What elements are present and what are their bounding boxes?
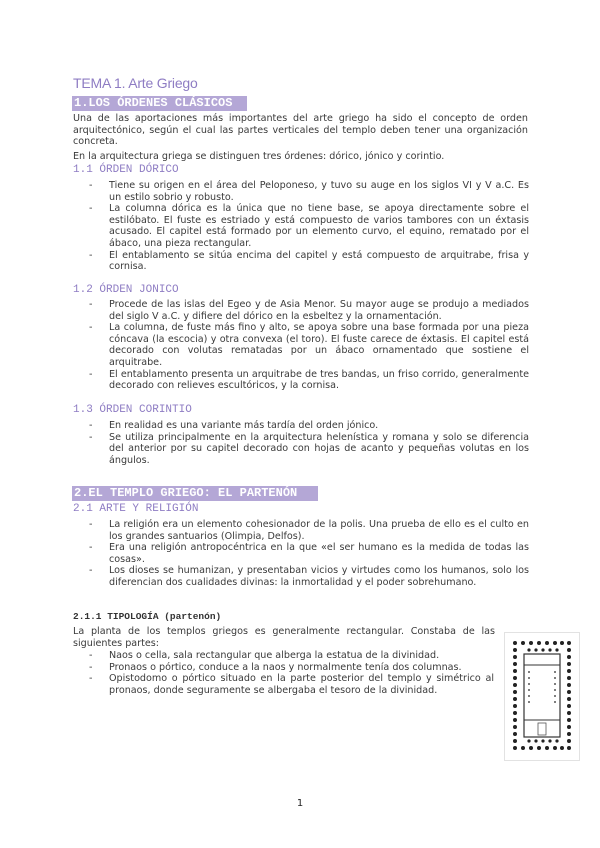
subheading-arte-religion: 2.1 ARTE Y RELIGIÓN <box>73 503 199 515</box>
subheading-doric: 1.1 ÓRDEN DÓRICO <box>73 164 179 176</box>
page-number: 1 <box>296 798 304 809</box>
list-item: - Naos o cella, sala rectangular que alberga la estatua de la divinidad. <box>89 650 494 662</box>
subheading-corinthian: 1.3 ÓRDEN CORINTIO <box>73 404 192 416</box>
list-item: - El entablamento presenta un arquitrabe de tres bandas, un friso corrido, generalmente decorado con relieves escultóricos, y la cornisa. <box>89 369 529 392</box>
typology-list <box>89 650 494 696</box>
temple-floor-plan-figure <box>504 632 580 761</box>
list-item: - El entablamento se sitúa encima del capitel y está compuesto de arquitrabe, frisa y cornisa. <box>89 250 529 273</box>
temple-floor-plan <box>504 632 580 761</box>
typology-intro: La planta de los templos griegos es generalmente rectangular. Constaba de las siguientes partes: <box>73 626 495 649</box>
list-item: - En realidad es una variante más tardía del orden jónico. <box>89 420 529 432</box>
list-item: - La religión era un elemento cohesionador de la polis. Una prueba de ello es el culto en los grandes santuarios (Olimpia, Delfos). <box>89 519 529 542</box>
list-item: - Era una religión antropocéntrica en la que «el ser humano es la medida de todas las cosas». <box>89 542 529 565</box>
section-heading-ordenes: 1.LOS ÓRDENES CLÁSICOS <box>72 96 247 111</box>
list-item: - Opistodomo o pórtico situado en la parte posterior del templo y simétrico al pronaos, donde seguramente se albergaba el tesoro de la divinidad. <box>89 673 494 696</box>
document-title: TEMA 1. Arte Griego <box>73 75 198 91</box>
section-heading-templo: 2.EL TEMPLO GRIEGO: EL PARTENÓN <box>72 486 318 501</box>
list-item: - La columna, de fuste más fino y alto, se apoya sobre una base formada por una pieza cóncava (la escocia) y otra convexa (el toro). El fuste carece de éxtasis. El capitel está decorado con volutas rematadas por un ábaco ornamentado que sostiene el arquitrabe. <box>89 322 529 368</box>
ionic-list <box>89 299 529 392</box>
subheading-ionic: 1.2 ÓRDEN JONICO <box>73 284 179 296</box>
intro-paragraph-2: En la arquitectura griega se distinguen tres órdenes: dórico, jónico y corintio. <box>73 151 445 162</box>
list-item: - Los dioses se humanizan, y presentaban vicios y virtudes como los humanos, solo los diferencian dos cualidades divinas: la inmortalidad y el poder sobrehumano. <box>89 565 529 588</box>
subsubheading-tipologia: 2.1.1 TIPOLOGÍA (partenón) <box>73 611 222 622</box>
list-item: - Se utiliza principalmente en la arquitectura helenística y romana y solo se diferencia del anterior por su capitel decorado con hojas de acanto y pequeñas volutas en los ángulos. <box>89 432 529 467</box>
intro-paragraph: Una de las aportaciones más importantes del arte griego ha sido el concepto de orden arquitectónico, según el cual las partes verticales del templo deben tener una organización concreta. <box>73 113 528 148</box>
doric-list <box>89 180 529 273</box>
religion-list <box>89 519 529 589</box>
corinthian-list <box>89 420 529 466</box>
list-item: - La columna dórica es la única que no tiene base, se apoya directamente sobre el estilóbato. El fuste es estriado y está compuesto de varios tambores con un éxtasis acusado. El capitel está formado por un elemento curvo, el equino, rematado por el ábaco, una pieza rectangular. <box>89 203 529 249</box>
list-item: - Tiene su origen en el área del Peloponeso, y tuvo su auge en los siglos VI y V a.C. Es un estilo sobrio y robusto. <box>89 180 529 203</box>
list-item: - Procede de las islas del Egeo y de Asia Menor. Su mayor auge se produjo a mediados del siglo V a.C. y difiere del dórico en la esbeltez y la ornamentación. <box>89 299 529 322</box>
list-item: - Pronaos o pórtico, conduce a la naos y normalmente tenía dos columnas. <box>89 662 494 674</box>
